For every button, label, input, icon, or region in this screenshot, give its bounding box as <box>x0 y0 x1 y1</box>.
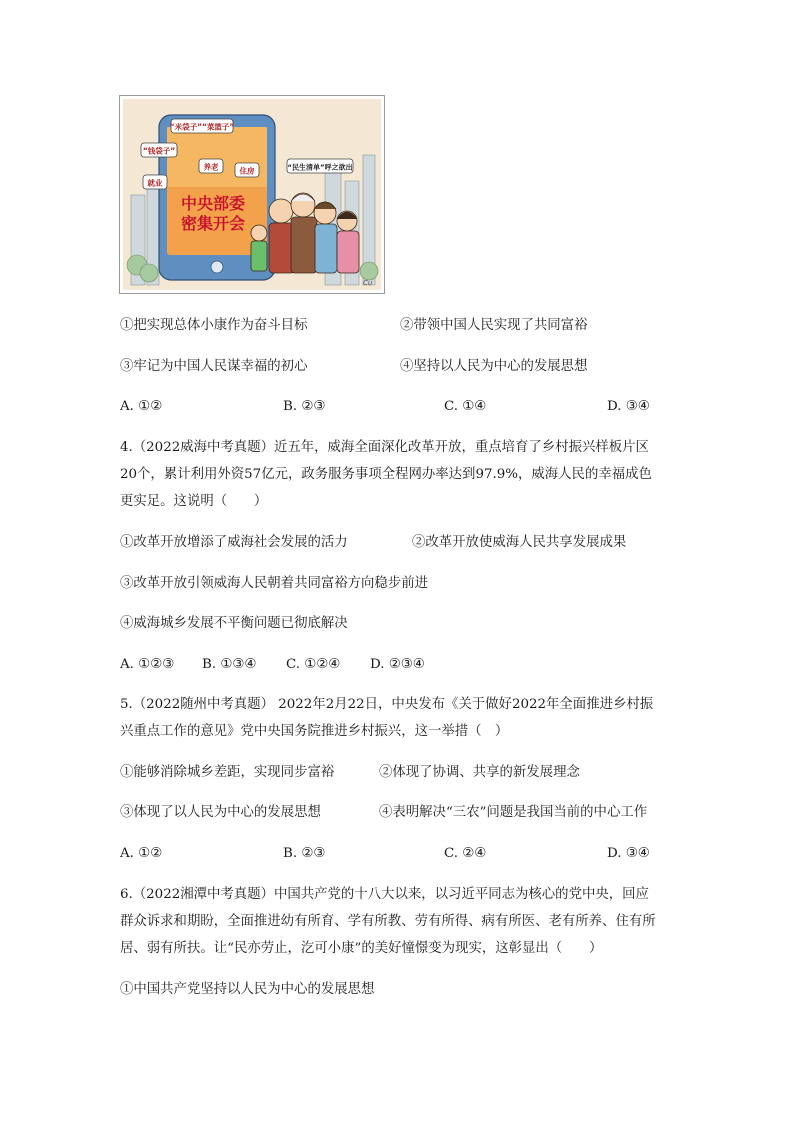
q5-stem-line-2: 兴重点工作的意见》党中央国务院推进乡村振兴，这一举措（ ） <box>120 724 509 739</box>
bubble-pension: 养老 <box>203 162 219 172</box>
q3-option-4: ④坚持以人民为中心的发展思想 <box>400 359 588 374</box>
q5-choice-a: A. ①② <box>120 846 163 861</box>
q4-option-1: ①改革开放增添了威海社会发展的活力 <box>120 535 348 550</box>
q5-choice-d: D. ③④ <box>607 846 650 861</box>
bubble-livelihood-list: “民生清单”呼之欲出 <box>287 163 353 172</box>
q3-choice-b: B. ②③ <box>283 399 326 414</box>
screen-title-line2: 密集开会 <box>180 214 246 233</box>
q5-option-1: ①能够消除城乡差距，实现同步富裕 <box>120 765 335 780</box>
q4-stem-line-2: 20个，累计利用外资57亿元，政务服务事项全程网办率达到97.9%，威海人民的幸福成色 <box>120 467 652 482</box>
bubble-money-bag: “钱袋子” <box>142 146 176 156</box>
q4-stem-line-1: 4.（2022威海中考真题）近五年，威海全面深化改革开放，重点培育了乡村振兴样板片区 <box>120 440 649 455</box>
bubble-rice-basket: “米袋子”“菜篮子” <box>169 122 235 132</box>
artist-signature: Cu <box>363 279 373 287</box>
q4-option-2: ②改革开放使威海人民共享发展成果 <box>412 535 627 550</box>
q5-option-4: ④表明解决“三农”问题是我国当前的中心工作 <box>379 805 648 820</box>
q3-choice-c: C. ①④ <box>444 399 487 414</box>
bubble-housing: 住房 <box>239 166 255 176</box>
q4-choice-d: D. ②③④ <box>370 657 425 672</box>
q4-option-3: ③改革开放引领威海人民朝着共同富裕方向稳步前进 <box>120 576 428 591</box>
q3-option-1: ①把实现总体小康作为奋斗目标 <box>120 318 308 333</box>
q3-choice-d: D. ③④ <box>607 399 650 414</box>
q4-choice-c: C. ①②④ <box>286 657 341 672</box>
q6-stem-line-3: 居、弱有所扶。让“民亦劳止，汔可小康”的美好憧憬变为现实，这彰显出（ ） <box>120 941 603 956</box>
q6-stem-line-1: 6.（2022湘潭中考真题）中国共产党的十八大以来，以习近平同志为核心的党中央，回应 <box>120 887 649 902</box>
q5-choice-b: B. ②③ <box>283 846 326 861</box>
q4-choice-b: B. ①③④ <box>202 657 257 672</box>
q6-stem-line-2: 群众诉求和期盼，全面推进幼有所育、学有所教、劳有所得、病有所医、老有所养、住有所 <box>120 914 656 929</box>
q4-choice-a: A. ①②③ <box>120 657 175 672</box>
bubble-employment: 就业 <box>147 178 163 188</box>
q5-option-3: ③体现了以人民为中心的发展思想 <box>120 805 321 820</box>
q5-stem-line-1: 5.（2022随州中考真题） 2022年2月22日，中央发布《关于做好2022年全面推进乡村振 <box>120 697 654 712</box>
q3-option-2: ②带领中国人民实现了共同富裕 <box>400 318 588 333</box>
q3-choice-a: A. ①② <box>120 399 163 414</box>
q3-option-3: ③牢记为中国人民谋幸福的初心 <box>120 359 308 374</box>
policy-cartoon-illustration <box>119 95 385 294</box>
q6-option-1: ①中国共产党坚持以人民为中心的发展思想 <box>120 982 375 997</box>
q4-stem-line-3: 更实足。这说明（ ） <box>120 494 268 509</box>
q4-option-4: ④威海城乡发展不平衡问题已彻底解决 <box>120 616 348 631</box>
q5-option-2: ②体现了协调、共享的新发展理念 <box>379 765 580 780</box>
q5-choice-c: C. ②④ <box>444 846 487 861</box>
screen-title-line1: 中央部委 <box>180 194 246 213</box>
